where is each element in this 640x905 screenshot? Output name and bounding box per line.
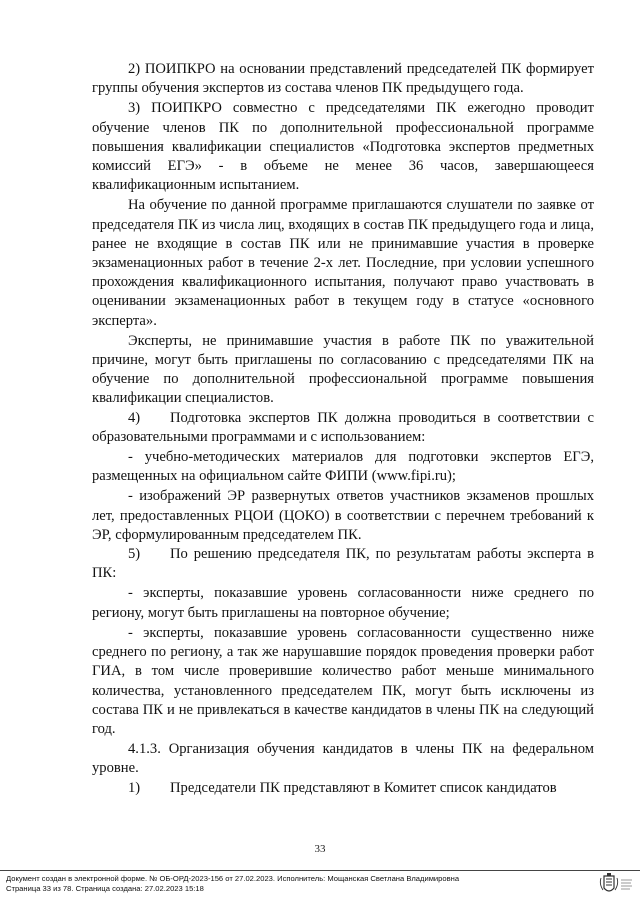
document-body: [92, 60, 594, 798]
list-item-1: [92, 779, 594, 798]
bullet-materials: - учебно-методических материалов для подготовки экспертов ЕГЭ, размещенных на официальном сайте ФИПИ (www.fipi.ru);: [92, 449, 594, 485]
list-item-1-number: 1): [128, 779, 141, 796]
paragraph-2: 2) ПОИПКРО на основании представлений председателей ПК формирует группы обучения экспертов из состава членов ПК предыдущего года.: [92, 61, 594, 97]
footer-line-document-info: Документ создан в электронной форме. № ОБ-ОРД-2023-156 от 27.02.2023. Исполнитель: Мощанская Светлана Владимировна: [6, 874, 460, 883]
list-item-4-text: Подготовка экспертов ПК должна проводиться в соответствии с образовательными программами и с использованием:: [92, 409, 594, 445]
list-item-5-text: По решению председателя ПК, по результатам работы эксперта в ПК:: [92, 546, 594, 582]
list-item-4-number: 4): [128, 409, 141, 426]
list-item-1-text: Председатели ПК представляют в Комитет список кандидатов: [170, 779, 557, 796]
bullet-retraining: - эксперты, показавшие уровень согласованности ниже среднего по региону, могут быть приглашены на повторное обучение;: [92, 585, 594, 621]
paragraph-3: 3) ПОИПКРО совместно с председателями ПК ежегодно проводит обучение членов ПК по дополнительной профессиональной программе повышения квалификации специалистов «Подготовка экспертов предметных комиссий ЕГЭ» - в объеме не менее 36 часов, завершающееся квалификационным испытанием.: [92, 100, 594, 194]
list-item-4: [92, 409, 594, 447]
bullet-images: - изображений ЭР развернутых ответов участников экзаменов прошлых лет, предоставленных РЦОИ (ЦОКО) в соответствии с перечнем требований к ЭР, сформулированным председателем ПК.: [92, 488, 594, 543]
paragraph-training-invitation: На обучение по данной программе приглашаются слушатели по заявке от председателя ПК из числа лиц, входящих в состав ПК предыдущего года и лица, ранее не входящие в состав ПК или не принимавшие участия в проверке экзаменационных работ в течение 2-х лет. Последние, при условии успешного прохождения квалификационного испытания, получают право участвовать в оценивании экзаменационных работ в текущем году в статусе «основного эксперта».: [92, 197, 594, 329]
page-number: 33: [314, 843, 326, 855]
list-item-5-number: 5): [128, 546, 141, 563]
paragraph-excused-experts: Эксперты, не принимавшие участия в работе ПК по уважительной причине, могут быть приглашены по согласованию с председателями ПК на обучение по дополнительной профессиональной программе повышения квалификации специалистов.: [92, 332, 594, 407]
section-heading-4-1-3: 4.1.3. Организация обучения кандидатов в члены ПК на федеральном уровне.: [92, 741, 594, 777]
document-footer: [6, 874, 566, 893]
footer-line-page-info: Страница 33 из 78. Страница создана: 27.02.2023 15:18: [6, 883, 204, 893]
coat-of-arms-icon: [598, 872, 634, 900]
bullet-exclusion: - эксперты, показавшие уровень согласованности существенно ниже среднего по региону, а так же нарушавшие порядок проведения проверки работ ГИА, в том числе проверившие количество работ меньше минимального количества, установленного председателем ПК, могут быть исключены из состава ПК и не привлекаться в качестве кандидатов в члены ПК на следующий год.: [92, 624, 594, 737]
footer-divider: [0, 870, 640, 871]
list-item-5: [92, 545, 594, 583]
